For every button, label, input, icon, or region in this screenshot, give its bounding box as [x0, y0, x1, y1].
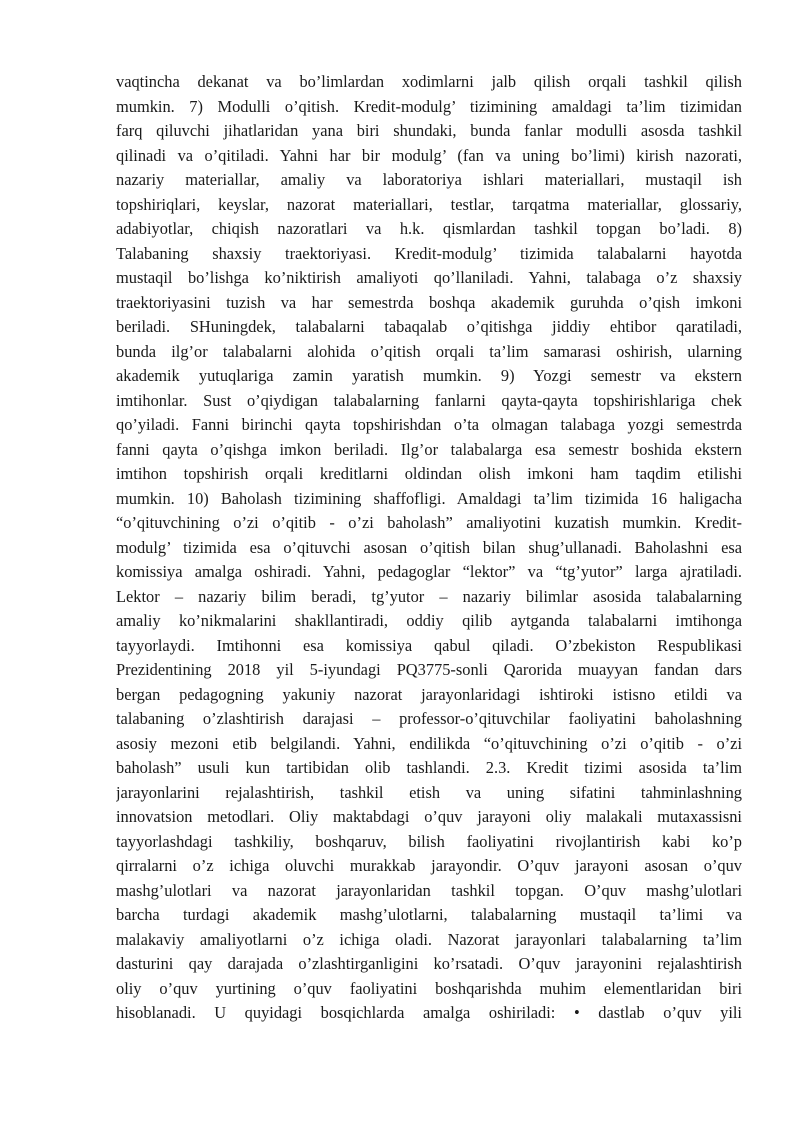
text-line: vaqtincha dekanat va bo’limlardan xodimlarni jalb qilish orqali tashkil qilish	[116, 72, 742, 91]
body-paragraph	[116, 70, 742, 1026]
text-line: imtihon topshirish orqali kreditlarni oldindan olish imkoni ham taqdim etilishi	[116, 464, 742, 483]
text-line: tayyorlaydi. Imtihonni esa komissiya qabul qiladi. O’zbekiston Respublikasi	[116, 635, 742, 655]
text-line: asosiy mezoni etib belgilandi. Yahni, endilikda “o’qituvchining o’zi o’qitib - o’zi	[116, 733, 742, 753]
text-line: mumkin. 10) Baholash tizimining shaffofligi. Amaldagi ta’lim tizimida 16 haligacha	[116, 488, 742, 508]
text-line: amaliy ko’nikmalarini shakllantiradi, oddiy qilib aytganda talabalarni imtihonga	[116, 611, 742, 630]
text-line: barcha turdagi akademik mashg’ulotlarni, talabalarning mustaqil ta’limi va	[116, 905, 742, 924]
text-line: topshiriqlari, keyslar, nazorat materiallari, testlar, tarqatma materiallar, glossariy,	[116, 194, 742, 214]
text-line: komissiya amalga oshiradi. Yahni, pedagoglar “lektor” va “tg’yutor” larga ajratiladi.	[116, 562, 742, 581]
text-line: farq qiluvchi jihatlaridan yana biri shundaki, bunda fanlar modulli asosda tashkil	[116, 121, 742, 140]
text-line: qirralarni o’z ichiga oluvchi murakkab jarayondir. O’quv jarayoni asosan o’quv	[116, 856, 742, 875]
text-line: mashg’ulotlari va nazorat jarayonlaridan tashkil topgan. O’quv mashg’ulotlari	[116, 880, 742, 900]
text-line: modulg’ tizimida esa o’qituvchi asosan o’qitish bilan shug’ullanadi. Baholashni esa	[116, 537, 742, 557]
text-line: akademik yutuqlariga zamin yaratish mumkin. 9) Yozgi semestr va ekstern	[116, 366, 742, 385]
text-line: tayyorlashdagi tashkiliy, boshqaruv, bilish faoliyatini rivojlantirish kabi ko’p	[116, 831, 742, 851]
text-line: Prezidentining 2018 yil 5-iyundagi PQ3775-sonli Qarorida muayyan fandan dars	[116, 660, 742, 679]
text-line: Lektor – nazariy bilim beradi, tg’yutor – nazariy bilimlar asosida talabalarning	[116, 586, 742, 606]
text-line: beriladi. SHuningdek, talabalarni tabaqalab o’qitishga jiddiy ehtibor qaratiladi,	[116, 317, 742, 336]
text-line: traektoriyasini tuzish va har semestrda boshqa akademik guruhda o’qish imkoni	[116, 292, 742, 312]
text-line: talabaning o’zlashtirish darajasi – professor-o’qituvchilar faoliyatini baholashning	[116, 709, 742, 728]
text-line: Talabaning shaxsiy traektoriyasi. Kredit-modulg’ tizimida talabalarni hayotda	[116, 243, 742, 263]
text-line: fanni qayta o’qishga imkon beriladi. Ilg’or talabalarga esa semestr boshida ekstern	[116, 439, 742, 459]
text-line: mumkin. 7) Modulli o’qitish. Kredit-modulg’ tizimining amaldagi ta’lim tizimidan	[116, 96, 742, 116]
text-line: oliy o’quv yurtining o’quv faoliyatini boshqarishda muhim elementlaridan biri	[116, 978, 742, 998]
text-line: nazariy materiallar, amaliy va laboratoriya ishlari materiallari, mustaqil ish	[116, 170, 742, 189]
text-line: dasturini qay darajada o’zlashtirganligini ko’rsatadi. O’quv jarayonini rejalashtirish	[116, 954, 742, 973]
text-line: qo’yiladi. Fanni birinchi qayta topshirishdan o’ta olmagan talabaga yozgi semestrda	[116, 415, 742, 434]
text-line: malakaviy amaliyotlarni o’z ichiga oladi. Nazorat jarayonlari talabalarning ta’lim	[116, 929, 742, 949]
document-page	[116, 70, 742, 1026]
text-line: imtihonlar. Sust o’qiydigan talabalarning fanlarni qayta-qayta topshirishlariga chek	[116, 390, 742, 410]
text-line: innovatsion metodlari. Oliy maktabdagi o’quv jarayoni oliy malakali mutaxassisni	[116, 807, 742, 826]
text-line: bergan pedagogning yakuniy nazorat jarayonlaridagi ishtiroki istisno etildi va	[116, 684, 742, 704]
text-line: “o’qituvchining o’zi o’qitib - o’zi baholash” amaliyotini kuzatish mumkin. Kredit-	[116, 513, 742, 532]
text-line: hisoblanadi. U quyidagi bosqichlarda amalga oshiriladi: • dastlab o’quv yili	[116, 1003, 742, 1022]
text-line: mustaqil bo’lishga ko’niktirish amaliyoti qo’llaniladi. Yahni, talabaga o’z shaxsiy	[116, 268, 742, 287]
text-line: qilinadi va o’qitiladi. Yahni har bir modulg’ (fan va uning bo’limi) kirish nazorati,	[116, 145, 742, 165]
text-line: jarayonlarini rejalashtirish, tashkil etish va uning sifatini tahminlashning	[116, 782, 742, 802]
text-line: adabiyotlar, chiqish nazoratlari va h.k. qismlardan tashkil topgan bo’ladi. 8)	[116, 219, 742, 238]
text-line: bunda ilg’or talabalarni alohida o’qitish orqali ta’lim samarasi oshirish, ularning	[116, 341, 742, 361]
text-line: baholash” usuli kun tartibidan olib tashlandi. 2.3. Kredit tizimi asosida ta’lim	[116, 758, 742, 777]
